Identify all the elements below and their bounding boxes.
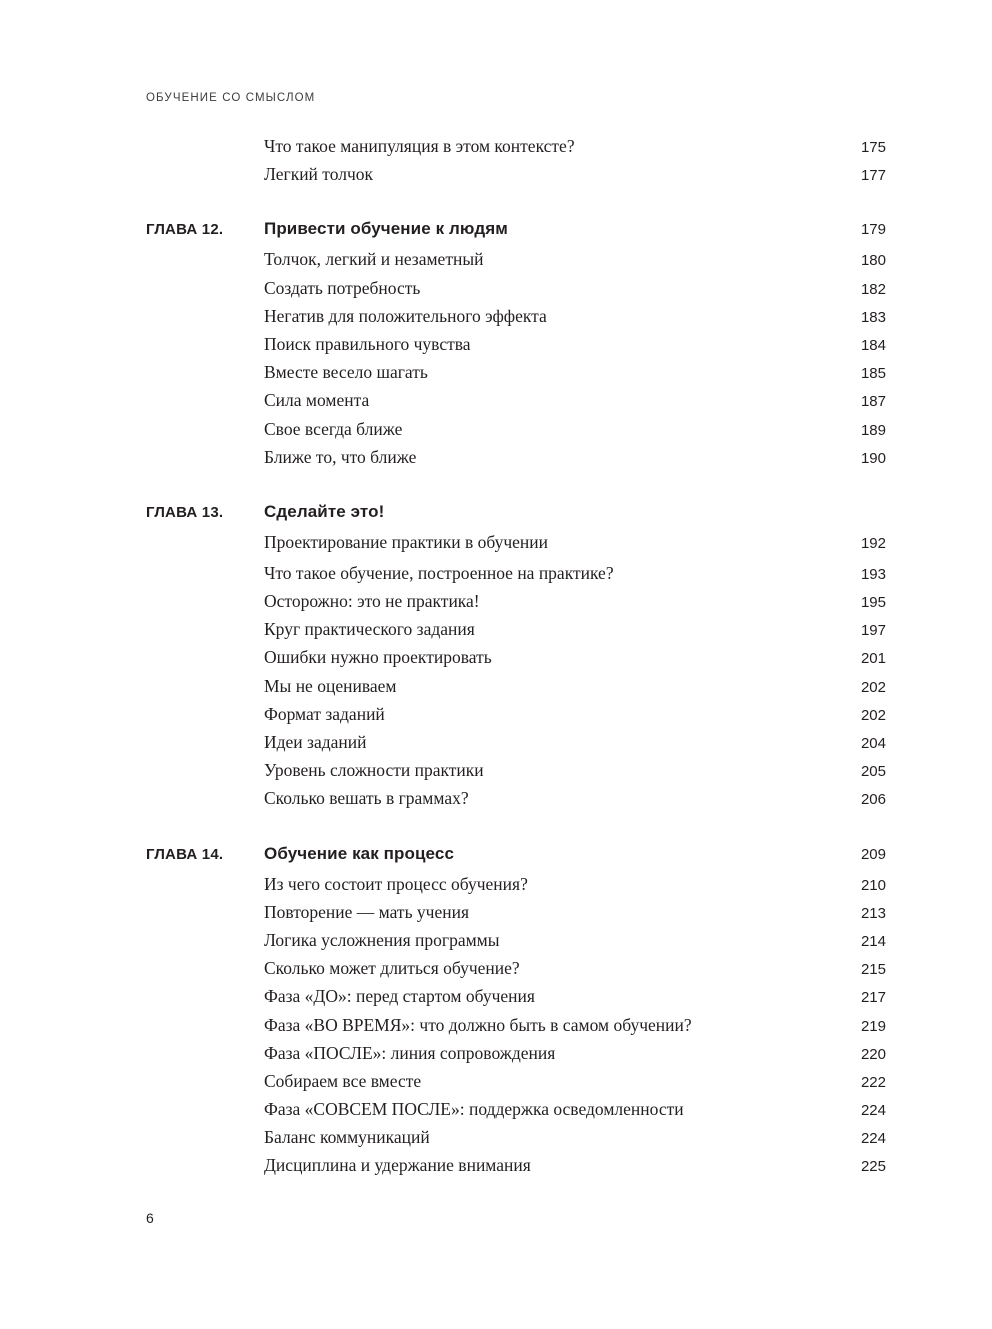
toc-entry-title: Легкий толчок xyxy=(264,164,374,185)
toc-chapter-entry[interactable] xyxy=(146,531,886,565)
toc-entry-title: Фаза «ДО»: перед стартом обучения xyxy=(264,986,535,1007)
toc-entry-page: 175 xyxy=(860,139,886,156)
toc-entry-page: 224 xyxy=(860,1130,886,1148)
toc-entry-title: Формат заданий xyxy=(264,703,385,724)
table-of-contents xyxy=(146,138,886,1186)
toc-entry[interactable] xyxy=(146,675,886,706)
toc-entry-title: Сколько может длиться обучение? xyxy=(264,958,520,979)
toc-entry-title: Ошибки нужно проектировать xyxy=(264,647,492,668)
toc-entry-title: Осторожно: это не практика! xyxy=(264,591,480,612)
toc-chapter-label: ГЛАВА 14. xyxy=(146,845,224,863)
toc-entry-title: Что такое манипуляция в этом контексте? xyxy=(264,136,575,156)
toc-entry[interactable] xyxy=(146,1014,886,1045)
toc-entry-title: Вместе весело шагать xyxy=(264,362,428,383)
toc-entry[interactable] xyxy=(146,873,886,904)
toc-chapter-entry[interactable] xyxy=(146,503,886,534)
toc-entry-title: Повторение — мать учения xyxy=(264,901,470,922)
toc-entry-page: 193 xyxy=(860,565,886,583)
toc-entry-page: 222 xyxy=(860,1073,886,1091)
toc-entry-page: 177 xyxy=(860,167,886,185)
toc-entry[interactable] xyxy=(146,1042,886,1073)
toc-entry-title: Уровень сложности практики xyxy=(264,760,484,781)
toc-entry-title: Поиск правильного чувства xyxy=(264,333,471,354)
toc-entry-page: 187 xyxy=(860,393,886,411)
toc-entry[interactable] xyxy=(146,790,886,818)
toc-entry-page: 180 xyxy=(860,252,886,270)
toc-entry[interactable] xyxy=(146,305,886,336)
toc-chapter-entry[interactable] xyxy=(146,845,886,876)
toc-entry-title: Сколько вешать в граммах? xyxy=(264,788,469,809)
toc-entry-title: Собираем все вместе xyxy=(264,1070,422,1091)
toc-entry[interactable] xyxy=(146,593,886,621)
toc-entry[interactable] xyxy=(146,277,886,308)
toc-entry-page: 210 xyxy=(860,876,886,894)
toc-entry[interactable] xyxy=(146,960,886,988)
toc-entry[interactable] xyxy=(146,734,886,762)
toc-entry-page: 219 xyxy=(860,1017,886,1035)
toc-entry[interactable] xyxy=(146,562,886,593)
toc-entry-page: 197 xyxy=(860,622,886,640)
toc-entry-title: Толчок, легкий и незаметный xyxy=(264,249,484,270)
toc-entry-page: 182 xyxy=(860,280,886,298)
toc-entry-title: Баланс коммуникаций xyxy=(264,1127,430,1148)
toc-entry[interactable] xyxy=(146,621,886,649)
toc-entry-title: Что такое обучение, построенное на практике? xyxy=(264,562,614,583)
toc-entry-title: Фаза «ПОСЛЕ»: линия сопровождения xyxy=(264,1042,556,1063)
toc-entry-page: 184 xyxy=(860,336,886,354)
toc-entry-title: Дисциплина и удержание внимания xyxy=(264,1155,531,1176)
toc-entry[interactable] xyxy=(146,762,886,790)
toc-group xyxy=(146,503,886,819)
running-head: ОБУЧЕНИЕ СО СМЫСЛОМ xyxy=(146,92,316,104)
toc-chapter-label: ГЛАВА 13. xyxy=(146,503,224,521)
toc-entry-title: Идеи заданий xyxy=(264,732,367,752)
toc-entry-title: Сделайте это! xyxy=(264,501,385,521)
toc-entry[interactable] xyxy=(146,251,886,279)
toc-entry-title: Негатив для положительного эффекта xyxy=(264,305,547,326)
toc-entry-page: 215 xyxy=(860,961,886,979)
toc-entry[interactable] xyxy=(146,649,886,677)
toc-entry-title: Из чего состоит процесс обучения? xyxy=(264,873,528,894)
toc-entry-title: Логика усложнения программы xyxy=(264,929,500,950)
toc-entry[interactable] xyxy=(146,929,886,960)
toc-entry-page: 224 xyxy=(860,1102,886,1120)
toc-entry-page: 202 xyxy=(860,678,886,696)
toc-group xyxy=(146,845,886,1186)
toc-entry-title: Сила момента xyxy=(264,390,370,411)
toc-entry-page: 190 xyxy=(860,449,886,467)
toc-entry-title: Круг практического задания xyxy=(264,619,475,640)
toc-entry[interactable] xyxy=(146,418,886,449)
toc-entry-page: 189 xyxy=(860,421,886,439)
toc-entry[interactable] xyxy=(146,988,886,1016)
toc-entry-title: Мы не оцениваем xyxy=(264,675,397,696)
toc-chapter-entry[interactable] xyxy=(146,220,886,251)
toc-entry-page: 201 xyxy=(860,650,886,668)
toc-entry-page: 185 xyxy=(860,365,886,383)
toc-group xyxy=(146,220,886,477)
toc-entry[interactable] xyxy=(146,333,886,364)
toc-entry-page: 214 xyxy=(860,932,886,950)
toc-entry[interactable] xyxy=(146,392,886,420)
toc-entry-title: Привести обучение к людям xyxy=(264,219,508,239)
toc-entry[interactable] xyxy=(146,901,886,932)
toc-entry[interactable] xyxy=(146,1157,886,1185)
toc-entry-title: Фаза «ВО ВРЕМЯ»: что должно быть в самом обучении? xyxy=(264,1014,692,1035)
page-number: 6 xyxy=(146,1210,154,1226)
toc-entry-page: 202 xyxy=(860,706,886,724)
toc-entry[interactable] xyxy=(146,1070,886,1101)
toc-entry-title: Фаза «СОВСЕМ ПОСЛЕ»: поддержка осведомленности xyxy=(264,1099,684,1120)
toc-entry[interactable] xyxy=(146,138,886,166)
toc-entry[interactable] xyxy=(146,1101,886,1129)
toc-chapter-label: ГЛАВА 12. xyxy=(146,221,224,239)
toc-entry-page: 179 xyxy=(860,221,886,239)
toc-entry-page: 205 xyxy=(860,763,886,781)
toc-entry-title: Проектирование практики в обучении xyxy=(264,531,549,552)
toc-entry-title: Ближе то, что ближе xyxy=(264,446,417,467)
toc-entry-page: 195 xyxy=(860,594,886,612)
toc-entry[interactable] xyxy=(146,703,886,734)
toc-entry-title: Обучение как процесс xyxy=(264,843,454,863)
toc-entry-page: 206 xyxy=(860,791,886,809)
toc-entry-page: 225 xyxy=(860,1158,886,1176)
toc-entry-page: 204 xyxy=(860,735,886,752)
toc-entry[interactable] xyxy=(146,1129,886,1157)
toc-entry-page: 213 xyxy=(860,904,886,922)
toc-entry-page: 192 xyxy=(860,534,886,552)
toc-entry-page: 220 xyxy=(860,1045,886,1063)
toc-entry[interactable] xyxy=(146,166,886,194)
toc-entry[interactable] xyxy=(146,446,886,477)
toc-entry-page: 209 xyxy=(860,845,886,863)
toc-entry[interactable] xyxy=(146,364,886,392)
toc-group xyxy=(146,138,886,194)
toc-entry-title: Создать потребность xyxy=(264,277,421,298)
toc-entry-page: 217 xyxy=(860,989,886,1007)
toc-entry-title: Свое всегда ближе xyxy=(264,418,403,439)
toc-entry-page: 183 xyxy=(860,308,886,326)
